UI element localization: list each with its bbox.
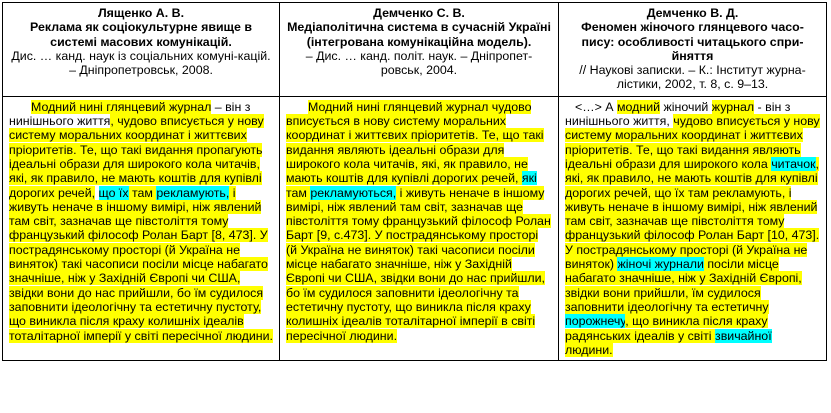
- body-text-1: [9, 100, 273, 343]
- source-cell-1: [3, 3, 280, 97]
- highlight-yellow: і живуть неначе в іншому вимірі, ніж явлений там світ, зазначав ще півстоліття тому французький філософ Ролан Барт [9, с.473]. У пострадянському просторі (й Україна не виняток) такі часописи посіли місце набагато значніше, ніж у Західній Європі чи США, звідки вони до нас прийшли, бо їм судилося заповнити ідеологічну та естетичну пустоту, що виникла після краху колишніх ідеалів тоталітарної імперії в світі пересічної людини.: [286, 185, 551, 343]
- reference-3: // Наукові записки. – К.: Інститут журна-лістики, 2002, т. 8, с. 9–13.: [579, 63, 806, 92]
- highlight-yellow: журнал: [711, 99, 755, 114]
- highlight-yellow: Модний нині глянцевий журнал чудово вписується в нову систему моральних координат і життєвих пріоритетів. Те, що такі видання являють ідеальні образи для широкого кола читачів, які, як правило, не мають коштів для купівлі дорогих речей,: [286, 99, 544, 186]
- title-1: Реклама як соціокультурне явище в системі масових комунікацій.: [30, 20, 252, 49]
- comparison-table: [2, 2, 827, 361]
- highlight-yellow: чудово вписується у нову систему моральних координат і життєвих пріоритетів. Те, що такі видання являють ідеальні образи для широкого кола: [565, 114, 820, 171]
- highlight-yellow: , що виникла після краху радянських ідеалів у світі: [565, 314, 768, 343]
- author-2: Демченко С. В.: [373, 6, 465, 20]
- text-row: [3, 96, 827, 360]
- header-row: [3, 3, 827, 97]
- highlight-yellow: , чудово вписується у нову систему моральних координат і життєвих пріоритетів. Те, що такі видання пропагують ідеальні образи для широкого кола читачів, які, як правило, не мають коштів для купівлі дорогих речей,: [9, 114, 264, 200]
- highlight-cyan: що їх: [98, 185, 129, 200]
- title-3: Феномен жіночого глянцевого часо-пису: особливості читацького спри-йняття: [581, 20, 804, 63]
- highlight-yellow: посіли місце набагато значніше, ніж у Західній Європі, звідки вони прийшли, їм судилося заповнити ідеологічну та естетичну: [565, 257, 802, 314]
- highlight-yellow: там: [286, 185, 311, 200]
- highlight-cyan: рекламують,: [156, 185, 230, 200]
- highlight-cyan: читачок: [771, 156, 816, 171]
- highlight-yellow: і живуть неначе в іншому вимірі, ніж явлений там світ, зазначав ще півстоліття тому французький філософ Ролан Барт [8, 473]. У пострадянському просторі (й Україна не виняток) такі часописи посіли місце набагато значніше, ніж у Західній Європі чи США, звідки вони до нас прийшли, бо їм судилося заповнити ідеологічну та естетичну пустоту, що виникла після краху колишніх ідеалів тоталітарної імперії у світі пересічної людини.: [9, 185, 273, 343]
- highlight-yellow: модний: [617, 99, 661, 114]
- text-segment: - він з нинішнього життя,: [565, 99, 791, 129]
- highlight-cyan: жіночі журнали: [617, 257, 704, 272]
- highlight-cyan: порожнечу: [565, 314, 626, 329]
- highlight-yellow: , які, як правило, не мають коштів для купівлі дорогих речей, що їх там рекламують, і живуть неначе в іншому вимірі, ніж явлений там світ, зазначав ще півстоліття тому французький філософ Ролан Барт [10, 473]. У пострадянському просторі (й Україна не виняток): [565, 156, 820, 272]
- author-3: Демченко В. Д.: [646, 6, 739, 20]
- reference-2: – Дис. … канд. політ. наук. – Дніпропет-ровськ, 2004.: [305, 48, 533, 78]
- author-1: Лященко А. В.: [97, 6, 185, 20]
- highlight-yellow: Модний нині глянцевий журнал: [31, 99, 212, 114]
- body-text-2: [286, 100, 552, 343]
- body-cell-2: [280, 96, 559, 360]
- source-cell-3: [559, 3, 827, 97]
- text-segment: [95, 186, 98, 200]
- reference-1: Дис. … канд. наук із соціальних комуні-кацій. – Дніпропетровськ, 2008.: [11, 48, 271, 78]
- highlight-yellow: людини.: [565, 342, 613, 357]
- highlight-yellow: там: [128, 185, 157, 200]
- text-segment: жіночий: [660, 99, 712, 114]
- highlight-cyan: рекламуються,: [310, 185, 397, 200]
- highlight-cyan: які: [521, 171, 537, 186]
- title-2: Медіаполітична система в сучасній Україні (інтегрована комунікаційна модель).: [287, 20, 551, 49]
- highlight-cyan: звичайної: [715, 328, 772, 343]
- body-cell-3: [559, 96, 827, 360]
- source-cell-2: [280, 3, 559, 97]
- body-cell-1: [3, 96, 280, 360]
- text-segment: – він з нинішнього життя: [9, 99, 251, 129]
- body-text-3: [565, 100, 820, 357]
- text-segment: <…> А: [575, 99, 618, 114]
